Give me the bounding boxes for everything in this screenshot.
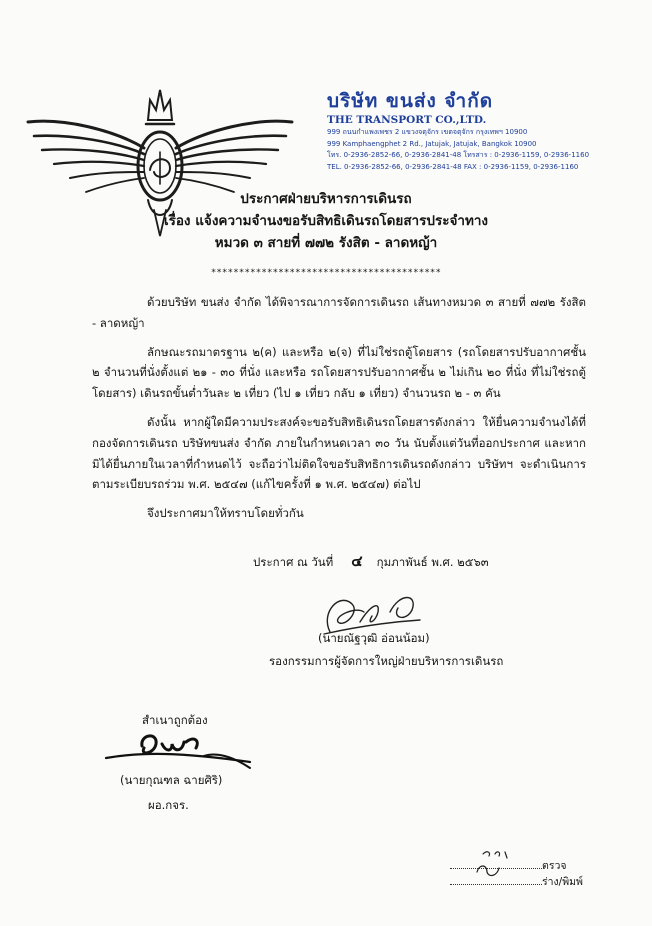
- separator-stars: *****************************************: [210, 268, 442, 278]
- certified-copy-label: สำเนาถูกต้อง: [142, 713, 208, 727]
- checked-label: ตรวจ: [542, 860, 567, 872]
- company-name-english: THE TRANSPORT CO.,LTD.: [327, 114, 487, 126]
- checked-line: [450, 858, 583, 874]
- date-month-year: กุมภาพันธ์ พ.ศ. ๒๕๖๓: [376, 555, 489, 569]
- phone-english: TEL. 0-2936-2852-66, 0-2936-2841-48 FAX : 0-2936-1159, 0-2936-1160: [327, 162, 579, 171]
- check-block: [450, 858, 583, 890]
- date-prefix: ประกาศ ณ วันที่: [253, 555, 334, 569]
- certifier-name: (นายกุณฑล ฉายศิริ): [120, 773, 223, 787]
- phone-thai: โทร. 0-2936-2852-66, 0-2936-2841-48 โทรสาร : 0-2936-1159, 0-2936-1160: [327, 151, 590, 159]
- heading-route: หมวด ๓ สายที่ ๗๗๒ รังสิต - ลาดหญ้า: [214, 235, 438, 251]
- announcement-date: [253, 549, 489, 573]
- address-english: 999 Kamphaengphet 2 Rd., Jatujak, Jatujak, Bangkok 10900: [327, 139, 537, 148]
- signatory-name: (นายณัฐวุฒิ อ่อนน้อม): [318, 631, 430, 645]
- paragraph-3: ดังนั้น หากผู้ใดมีความประสงค์จะขอรับสิทธิเดินรถโดยสารดังกล่าว ให้ยื่นความจำนงได้ที่ กองจัดการเดินรถ บริษัทขนส่ง จำกัด ภายในกำหนดเวลา ๓๐ วัน นับตั้งแต่วันที่ออกประกาศ และหากมิได้ยื่นภายในเวลาที่กำหนดไว้ จะถือว่าไม่ติดใจขอรับสิทธิการเดินรถดังกล่าว บริษัทฯ จะดำเนินการตามระเบียบรถร่วม พ.ศ. ๒๕๔๗ (แก้ไขครั้งที่ ๑ พ.ศ. ๒๕๔๗) ต่อไป: [92, 414, 586, 492]
- heading-line-1: ประกาศฝ่ายบริหารการเดินรถ: [240, 191, 412, 207]
- certifier-position: ผอ.กจร.: [148, 798, 189, 812]
- company-name-thai: บริษัท ขนส่ง จำกัด: [327, 90, 494, 112]
- paragraph-4: จึงประกาศมาให้ทราบโดยทั่วกัน: [147, 506, 304, 521]
- typed-line: [450, 874, 583, 890]
- announcement-body: [92, 292, 586, 532]
- signatory-title: รองกรรมการผู้จัดการใหญ่ฝ่ายบริหารการเดินรถ: [269, 654, 504, 668]
- paragraph-2: ลักษณะรถมาตรฐาน ๒(ค) และหรือ ๒(จ) ที่ไม่ใช่รถตู้โดยสาร (รถโดยสารปรับอากาศชั้น ๒ จำนวนที่นั่งตั้งแต่ ๒๑ - ๓๐ ที่นั่ง และหรือ รถโดยสารปรับอากาศชั้น ๒ ไม่เกิน ๒๐ ที่นั่ง ที่ไม่ใช่รถตู้โดยสาร) เดินรถขั้นต่ำวันละ ๒ เที่ยว (ไป ๑ เที่ยว กลับ ๑ เที่ยว) จำนวนรถ ๒ - ๓ คัน: [92, 344, 586, 401]
- address-thai: 999 ถนนกำแพงเพชร 2 แขวงจตุจักร เขตจตุจักร กรุงเทพฯ 10900: [327, 128, 528, 136]
- letterhead: [327, 90, 647, 173]
- typed-label: ร่าง/พิมพ์: [542, 876, 583, 888]
- paragraph-1: ด้วยบริษัท ขนส่ง จำกัด ได้พิจารณาการจัดการเดินรถ เส้นทางหมวด ๓ สายที่ ๗๗๒ รังสิต - ลาดหญ้า: [92, 295, 586, 330]
- announcement-heading: [0, 188, 652, 254]
- date-day: ๔: [351, 552, 363, 570]
- heading-subject: เรื่อง แจ้งความจำนงขอรับสิทธิเดินรถโดยสารประจำทาง: [163, 213, 489, 229]
